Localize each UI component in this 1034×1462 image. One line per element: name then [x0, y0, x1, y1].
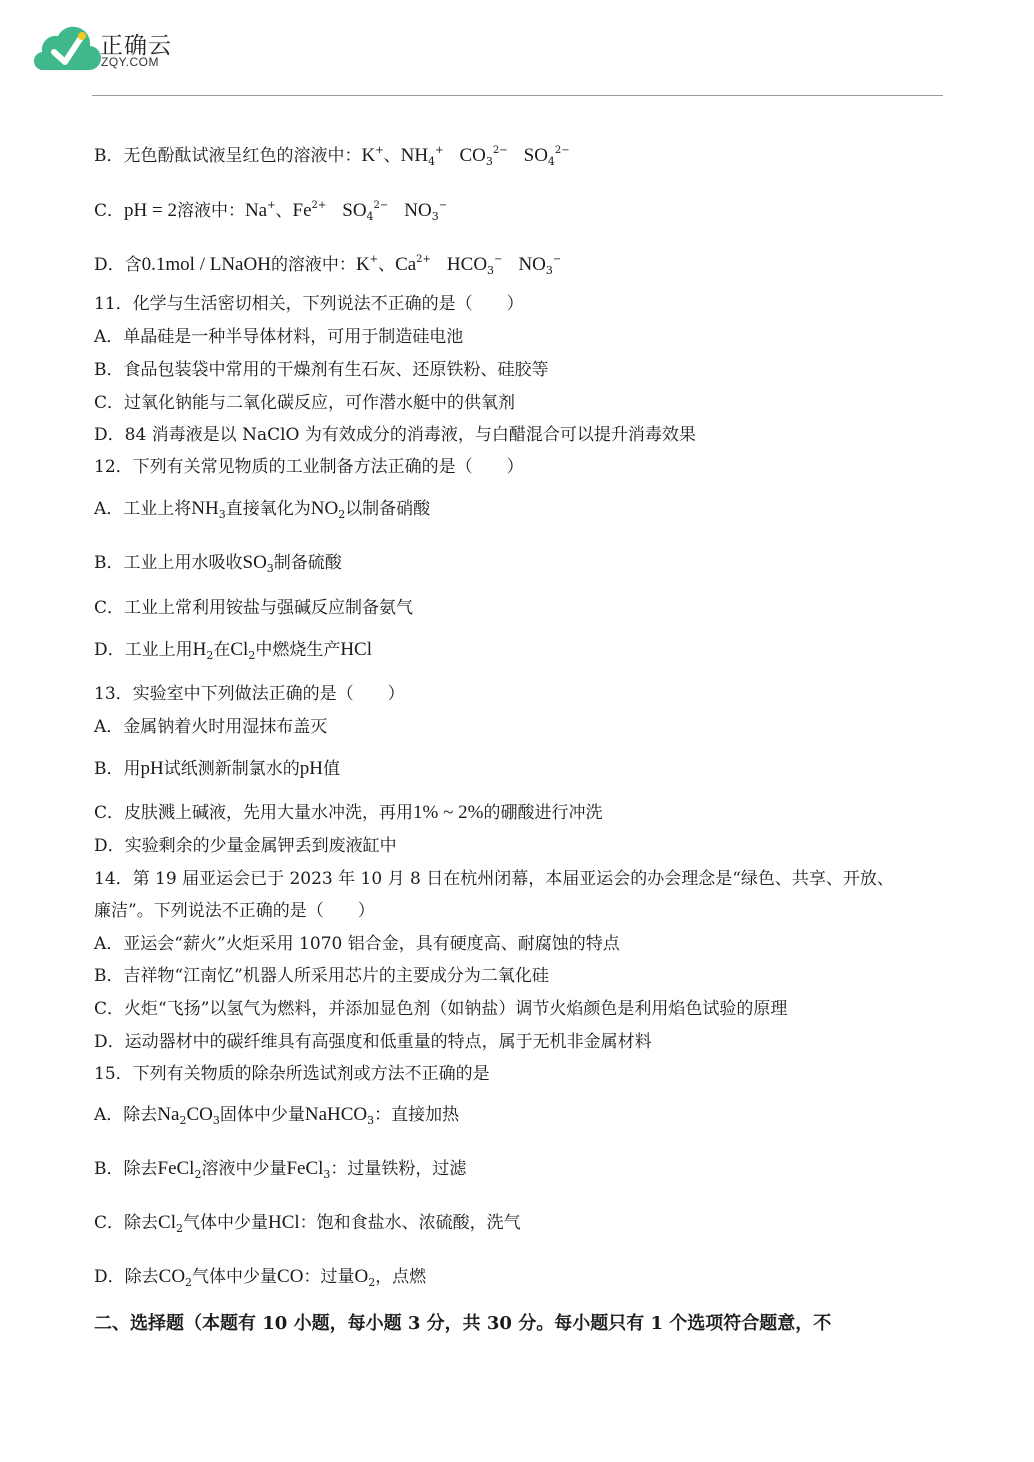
formula-text: Fe: [292, 200, 312, 221]
subscript: 2: [206, 649, 214, 662]
superscript: −: [552, 254, 562, 265]
formula-text: Cl: [158, 1212, 176, 1233]
question-line: [94, 758, 340, 780]
formula-text: pH: [299, 758, 323, 779]
formula-text: O: [354, 1266, 369, 1287]
formula-text: CO: [459, 145, 486, 166]
question-line: [94, 392, 515, 414]
superscript: +: [375, 145, 384, 156]
superscript: −: [494, 254, 503, 265]
line-text: 以制备硝酸: [345, 499, 431, 519]
formula-text: K: [355, 254, 370, 275]
line-text: ：过量: [303, 1267, 355, 1287]
line-text: 试纸测新制氯水的: [163, 759, 300, 779]
formula-text: CO: [158, 1266, 186, 1287]
superscript: −: [438, 200, 448, 211]
subscript: 3: [545, 264, 553, 277]
superscript: 2−: [373, 200, 389, 211]
subscript: 3: [367, 1114, 375, 1127]
subscript: 3: [487, 264, 495, 277]
line-text: ：饱和食盐水、浓硫酸，洗气: [299, 1213, 521, 1233]
formula-text: NO: [310, 498, 339, 519]
line-text: 中燃烧生产: [255, 640, 341, 660]
section-heading: [94, 1313, 831, 1335]
line-text: 14．第 19 届亚运会已于 2023 年 10 月 8 日在杭州闭幕，本届亚运会的办会理念是“绿色、共享、开放、: [94, 869, 894, 889]
line-text: 、: [378, 255, 396, 275]
line-text: 溶液中：: [176, 201, 245, 221]
question-line: [94, 965, 549, 987]
line-text: 15．下列有关物质的除杂所选试剂或方法不正确的是: [94, 1064, 490, 1084]
subscript: 3: [485, 155, 493, 168]
line-text: A．单晶硅是一种半导体材料，可用于制造硅电池: [94, 327, 464, 347]
formula-text: SO: [342, 200, 367, 221]
line-text: 气体中少量: [182, 1213, 268, 1233]
formula-text: HCl: [267, 1212, 300, 1233]
formula-text: NH: [191, 498, 219, 519]
question-line: [94, 552, 342, 580]
line-text: 、: [383, 146, 401, 166]
question-line: [94, 424, 696, 446]
line-text: 在: [213, 640, 231, 660]
line-text: B．工业上用水吸收: [94, 553, 243, 573]
line-text: 、: [275, 201, 293, 221]
subscript: 2: [248, 649, 256, 662]
subscript: 3: [212, 1114, 220, 1127]
subscript: 2: [185, 1276, 193, 1289]
line-text: D．运动器材中的碳纤维具有高强度和低重量的特点，属于无机非金属材料: [94, 1032, 652, 1052]
question-line: [94, 249, 561, 282]
subscript: 2: [179, 1114, 187, 1127]
formula-text: 0.1mol / LNaOH: [141, 254, 271, 275]
superscript: +: [267, 200, 276, 211]
formula-text: Cl: [230, 639, 249, 660]
question-line: [94, 1212, 521, 1240]
line-text: C．工业上常利用铵盐与强碱反应制备氨气: [94, 598, 414, 618]
line-text: A．工业上将: [94, 499, 192, 519]
line-text: 的溶液中：: [270, 255, 356, 275]
line-text: A．除去: [94, 1105, 158, 1125]
subscript: 2: [194, 1168, 202, 1181]
line-text: 13．实验室中下列做法正确的是（ ）: [94, 684, 405, 704]
line-text: C．除去: [94, 1213, 159, 1233]
formula-text: Na: [244, 200, 268, 221]
formula-text: NO: [518, 254, 546, 275]
question-line: [94, 195, 447, 228]
brand-name: 正确云: [100, 33, 172, 59]
question-line: [94, 716, 327, 738]
line-text: 二、选择题（本题有 10 小题，每小题 3 分，共 30 分。每小题只有 1 个选项符合题意，不: [94, 1313, 832, 1334]
superscript: +: [435, 145, 444, 156]
line-text: D．84 消毒液是以 NaClO 为有效成分的消毒液，与白醋混合可以提升消毒效果: [94, 425, 696, 445]
line-text: B．除去: [94, 1159, 158, 1179]
formula-text: CO: [186, 1104, 213, 1125]
line-text: C．火炬“飞扬”以氢气为燃料，并添加显色剂（如钠盐）调节火焰颜色是利用焰色试验的原理: [94, 999, 788, 1019]
line-text: 固体中少量: [219, 1105, 305, 1125]
superscript: 2+: [416, 254, 431, 265]
line-text: 值: [322, 759, 340, 779]
question-line: [94, 456, 524, 478]
formula-text: SO: [523, 145, 548, 166]
line-text: D．工业上用: [94, 640, 193, 660]
superscript: 2+: [311, 200, 327, 211]
question-line: [94, 868, 894, 890]
line-text: 的硼酸进行冲洗: [483, 803, 603, 823]
line-text: D．实验剩余的少量金属钾丢到废液缸中: [94, 836, 397, 856]
subscript: 3: [218, 508, 226, 521]
superscript: 2−: [492, 145, 508, 156]
formula-text: Na: [157, 1104, 180, 1125]
formula-text: SO: [242, 552, 267, 573]
line-text: 廉洁”。下列说法不正确的是（ ）: [94, 901, 375, 921]
question-line: [94, 498, 430, 526]
question-line: [94, 1266, 426, 1294]
formula-text: NO: [404, 200, 432, 221]
question-line: [94, 683, 405, 705]
formula-text: Ca: [395, 254, 417, 275]
question-line: [94, 835, 397, 857]
line-text: 直接氧化为: [225, 499, 311, 519]
subscript: 2: [175, 1222, 183, 1235]
formula-text: pH: [140, 758, 164, 779]
superscript: +: [369, 254, 379, 265]
question-line: [94, 1104, 459, 1132]
line-text: C．: [94, 201, 125, 221]
line-text: 气体中少量: [192, 1267, 278, 1287]
question-line: [94, 1031, 652, 1053]
formula-text: CO: [277, 1266, 304, 1287]
formula-text: H: [192, 639, 207, 660]
question-line: [94, 597, 413, 619]
line-text: A．金属钠着火时用湿抹布盖灭: [94, 717, 328, 737]
line-text: 溶液中少量: [201, 1159, 287, 1179]
formula-text: NH: [400, 145, 429, 166]
question-line: [94, 933, 620, 955]
subscript: 4: [547, 155, 555, 168]
subscript: 4: [428, 155, 436, 168]
line-text: B．无色酚酞试液呈红色的溶液中：: [94, 146, 362, 166]
header-divider: [92, 95, 943, 96]
line-text: D．含: [94, 255, 142, 275]
question-line: [94, 293, 524, 315]
line-text: 11．化学与生活密切相关，下列说法不正确的是（ ）: [94, 294, 524, 314]
subscript: 2: [338, 508, 346, 521]
formula-text: FeCl: [157, 1158, 195, 1179]
superscript: 2−: [554, 145, 570, 156]
formula-text: pH = 2: [124, 200, 177, 221]
line-text: 12．下列有关常见物质的工业制备方法正确的是（ ）: [94, 457, 524, 477]
question-line: [94, 900, 375, 922]
line-text: B．吉祥物“江南忆”机器人所采用芯片的主要成分为二氧化硅: [94, 966, 549, 986]
line-text: ：过量铁粉，过滤: [330, 1159, 467, 1179]
line-text: 制备硫酸: [273, 553, 342, 573]
subscript: 3: [266, 562, 274, 575]
brand-url: ZQY.COM: [101, 55, 159, 69]
subscript: 3: [431, 210, 439, 223]
question-line: [94, 639, 372, 667]
subscript: 3: [323, 1168, 331, 1181]
question-line: [94, 1063, 490, 1085]
line-text: B．用: [94, 759, 141, 779]
formula-text: HCO: [446, 254, 488, 275]
question-line: [94, 998, 787, 1020]
question-line: [94, 1158, 466, 1186]
line-text: ，点燃: [375, 1267, 427, 1287]
line-text: ：直接加热: [374, 1105, 460, 1125]
line-text: A．亚运会“薪火”火炬采用 1070 铝合金，具有硬度高、耐腐蚀的特点: [94, 934, 620, 954]
subscript: 2: [368, 1276, 376, 1289]
question-line: [94, 359, 549, 381]
formula-text: NaHCO: [304, 1104, 368, 1125]
line-text: C．皮肤溅上碱液，先用大量水冲洗，再用: [94, 803, 414, 823]
formula-text: K: [361, 145, 376, 166]
formula-text: HCl: [340, 639, 373, 660]
subscript: 4: [366, 210, 374, 223]
line-text: C．过氧化钠能与二氧化碳反应，可作潜水艇中的供氧剂: [94, 393, 516, 413]
question-line: [94, 326, 463, 348]
formula-text: 1% ~ 2%: [413, 802, 484, 823]
question-line: [94, 140, 570, 173]
line-text: D．除去: [94, 1267, 159, 1287]
line-text: B．食品包装袋中常用的干燥剂有生石灰、还原铁粉、硅胶等: [94, 360, 549, 380]
formula-text: FeCl: [286, 1158, 324, 1179]
question-line: [94, 802, 602, 824]
